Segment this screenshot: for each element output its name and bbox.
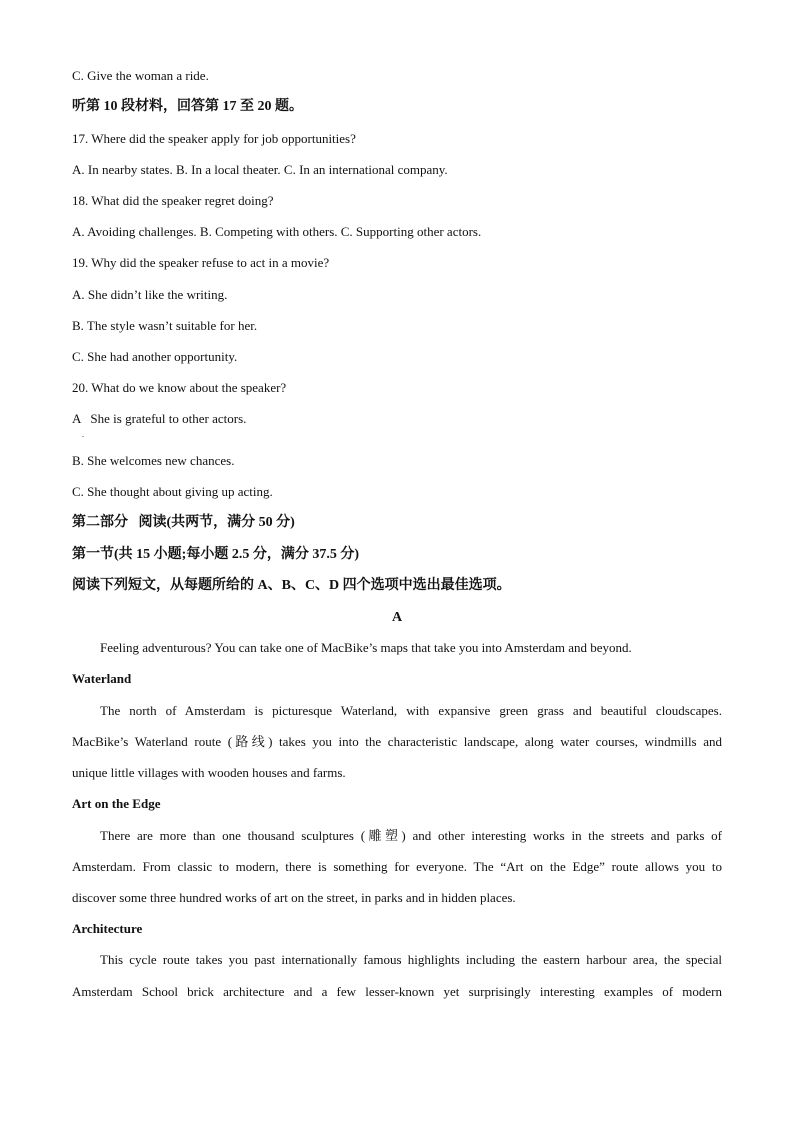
question-18-options: A. Avoiding challenges. B. Competing with others. C. Supporting other actors. xyxy=(72,224,482,239)
question-19-option-b: B. The style wasn’t suitable for her. xyxy=(72,318,258,333)
waterland-para-line-3: unique little villages with wooden houses and farms. xyxy=(72,765,346,780)
architecture-para-line-1: This cycle route takes you past internationally famous highlights including the eastern harbour area, the special xyxy=(100,952,722,967)
question-19: 19. Why did the speaker refuse to act in a movie? xyxy=(72,255,330,270)
subheading-art-on-the-edge: Art on the Edge xyxy=(72,796,161,811)
reading-instruction: 阅读下列短文，从每题所给的 A、B、C、D 四个选项中选出最佳选项。 xyxy=(72,578,511,593)
subheading-waterland: Waterland xyxy=(72,671,132,686)
waterland-para-line-2: MacBike’s Waterland route (路线) takes you into the characteristic landscape, along water courses, windmills and xyxy=(72,734,722,749)
passage-intro: Feeling adventurous? You can take one of MacBike’s maps that take you into Amsterdam and beyond. xyxy=(100,640,632,655)
passage-label: A xyxy=(391,610,403,625)
art-para-line-3: discover some three hundred works of art on the street, in parks and in hidden places. xyxy=(72,890,516,905)
question-20-option-a: A She is grateful to other actors. xyxy=(72,411,247,426)
subheading-architecture: Architecture xyxy=(72,921,143,936)
question-20-option-c: C. She thought about giving up acting. xyxy=(72,484,273,499)
architecture-para-line-2: Amsterdam School brick architecture and a few lesser-known yet surprisingly interesting examples of modern xyxy=(72,984,722,999)
question-19-option-c: C. She had another opportunity. xyxy=(72,349,238,364)
section-one-heading: 第一节(共 15 小题;每小题 2.5 分，满分 37.5 分) xyxy=(72,547,359,562)
question-19-option-a: A. She didn’t like the writing. xyxy=(72,287,228,302)
art-para-line-2: Amsterdam. From classic to modern, there is something for everyone. The “Art on the Edge” route allows you to xyxy=(72,859,722,874)
section-instruction-10: 听第 10 段材料，回答第 17 至 20 题。 xyxy=(72,99,303,114)
question-20: 20. What do we know about the speaker? xyxy=(72,380,287,395)
waterland-para-line-1: The north of Amsterdam is picturesque Waterland, with expansive green grass and beautiful cloudscapes. xyxy=(100,703,722,718)
q16-option-c: C. Give the woman a ride. xyxy=(72,68,209,83)
question-18: 18. What did the speaker regret doing? xyxy=(72,193,274,208)
art-para-line-1: There are more than one thousand sculptures (雕塑) and other interesting works in the streets and parks of xyxy=(100,828,722,843)
question-20-option-b: B. She welcomes new chances. xyxy=(72,453,235,468)
question-17-options: A. In nearby states. B. In a local theater. C. In an international company. xyxy=(72,162,448,177)
stray-dot-mark: . xyxy=(82,430,84,439)
question-17: 17. Where did the speaker apply for job opportunities? xyxy=(72,131,356,146)
part-two-heading: 第二部分 阅读(共两节，满分 50 分) xyxy=(72,515,295,530)
